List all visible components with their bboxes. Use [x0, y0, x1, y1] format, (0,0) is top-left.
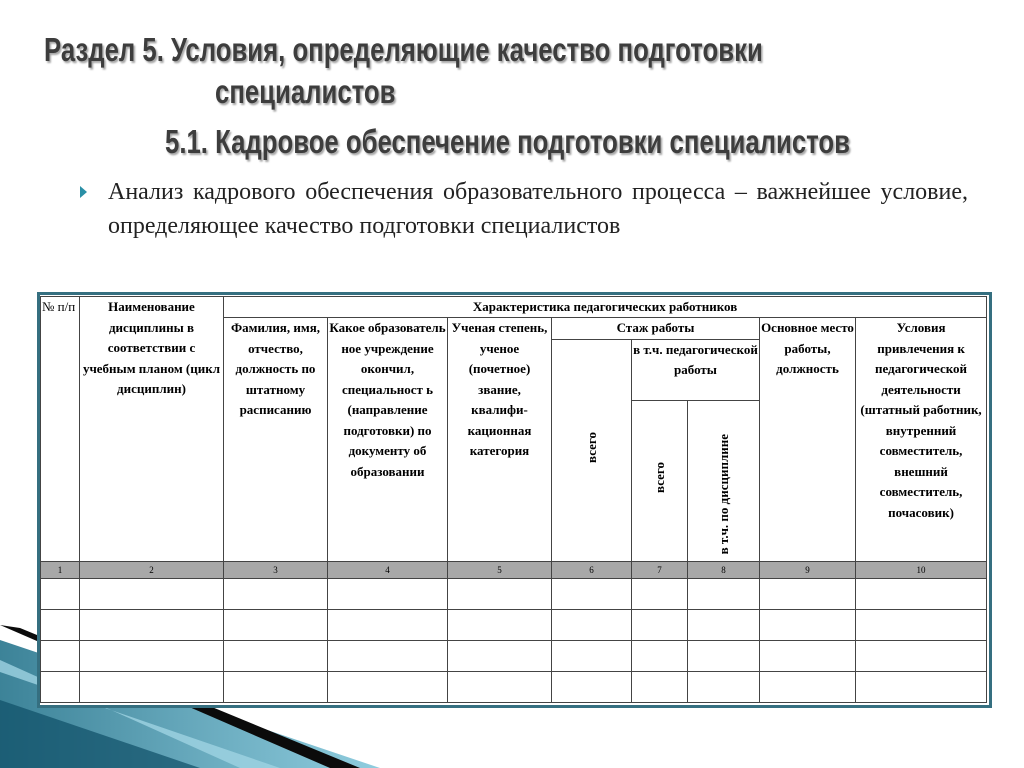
column-number: 1 [41, 562, 80, 579]
column-number-row [41, 562, 987, 579]
table-cell [688, 610, 760, 641]
table-cell [41, 672, 80, 703]
column-number: 4 [328, 562, 448, 579]
table-cell [552, 610, 632, 641]
column-number: 7 [632, 562, 688, 579]
bullet-arrow-icon [80, 186, 87, 198]
table-row [41, 672, 987, 703]
header-conditions: Условия привлечения к педагогической деятельности (штатный работник, внутренний совместитель, внешний совместитель, почасовик) [856, 318, 987, 562]
table-cell [224, 672, 328, 703]
table-cell [688, 579, 760, 610]
table-cell [448, 641, 552, 672]
table-cell [760, 579, 856, 610]
header-ped-discipline: в т.ч. по дисциплине [715, 434, 731, 555]
table-row [41, 610, 987, 641]
bullet-text: Анализ кадрового обеспечения образовательного процесса – важнейшее условие, определяющее качество подготовки специалистов [108, 179, 968, 239]
table-row [41, 579, 987, 610]
column-number: 6 [552, 562, 632, 579]
table-cell [856, 610, 987, 641]
table-cell [80, 672, 224, 703]
table-cell [760, 610, 856, 641]
table-cell [632, 672, 688, 703]
staffing-table [40, 296, 987, 703]
table-cell [632, 579, 688, 610]
table-cell [688, 672, 760, 703]
table-cell [328, 610, 448, 641]
column-number: 2 [80, 562, 224, 579]
table-cell [448, 579, 552, 610]
table-cell [632, 641, 688, 672]
header-discipline: Наименование дисциплины в соответствии с учебным планом (цикл дисциплин) [80, 297, 224, 562]
header-fio: Фамилия, имя, отчество, должность по штатному расписанию [224, 318, 328, 562]
table-cell [552, 579, 632, 610]
table-cell [632, 610, 688, 641]
table-cell [552, 641, 632, 672]
table-cell [41, 641, 80, 672]
column-number: 3 [224, 562, 328, 579]
table-cell [80, 579, 224, 610]
header-ped-work: в т.ч. педагогической работы [632, 339, 760, 401]
header-institution: Какое образователь ное учреждение окончил, специальност ь (направление подготовки) по документу об образовании [328, 318, 448, 562]
header-degree: Ученая степень, ученое (почетное) звание, квалифи-кационная категория [448, 318, 552, 562]
section-title-continuation: специалистов [215, 73, 396, 110]
table-cell [224, 610, 328, 641]
table-cell [856, 641, 987, 672]
table-cell [328, 672, 448, 703]
table-cell [760, 672, 856, 703]
subsection-title: 5.1. Кадровое обеспечение подготовки специалистов [165, 123, 850, 160]
column-number: 8 [688, 562, 760, 579]
header-stazh: Стаж работы [552, 318, 760, 340]
section-title: Раздел 5. Условия, определяющие качество подготовки [44, 31, 763, 68]
header-main-place: Основное место работы, должность [760, 318, 856, 562]
header-ped-total-cell [632, 401, 688, 562]
table-cell [552, 672, 632, 703]
header-num: № п/п [41, 297, 80, 562]
table-cell [41, 610, 80, 641]
header-stazh-total: всего [583, 431, 599, 463]
table-cell [688, 641, 760, 672]
table-cell [856, 579, 987, 610]
table-cell [224, 579, 328, 610]
table-cell [760, 641, 856, 672]
column-number: 5 [448, 562, 552, 579]
header-ped-discipline-cell [688, 401, 760, 562]
table-cell [80, 641, 224, 672]
header-characteristic: Характеристика педагогических работников [224, 297, 987, 318]
column-number: 9 [760, 562, 856, 579]
table-cell [80, 610, 224, 641]
table-cell [448, 610, 552, 641]
table-cell [41, 579, 80, 610]
table-cell [328, 641, 448, 672]
header-stazh-total-cell [552, 339, 632, 562]
header-ped-total: всего [651, 462, 667, 494]
column-number: 10 [856, 562, 987, 579]
table-cell [224, 641, 328, 672]
table-cell [448, 672, 552, 703]
table-cell [856, 672, 987, 703]
table-cell [328, 579, 448, 610]
table-row [41, 641, 987, 672]
